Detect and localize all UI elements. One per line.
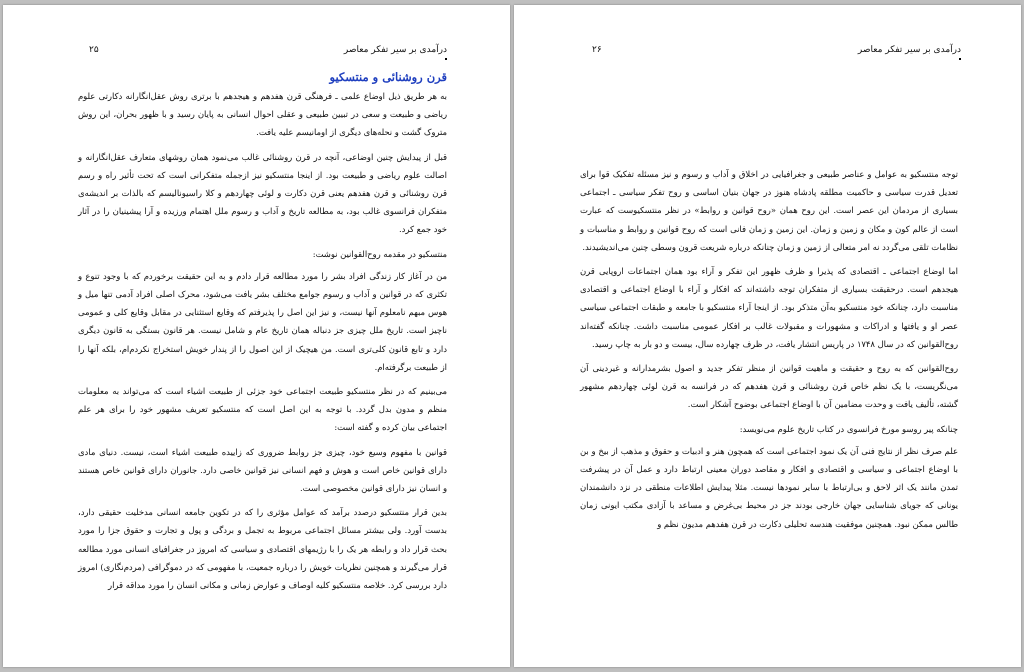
paragraph: توجه منتسکیو به عوامل و عناصر طبیعی و جغرافیایی در اخلاق و آداب و رسوم و نیز مسئله تفکیک قوا برای تعدیل قدرت سیاسی و حاکمیت مطلقه پادشاه هنوز در جهان بنیان اساسی و روح تفکر سیاسی ـ اجتماعی بسیاری از مردمان این عصر است. این روح همان «روح قوانین و روابط» در نظر منتسکیوست که عبارت است از عالم کون و مکان و زمین و زمان. این زمین و زمان فانی است که روح قوانین و روابط و مناسبات و نظامات تلقی می‌گردد نه امر متعالی از زمین و زمان چنانکه درباره شریعت قرون وسطی چنین می‌اندیشیدند. [580, 169, 958, 252]
page-number: ۲۵ [89, 45, 99, 55]
page-header [592, 45, 961, 59]
header-dot [445, 58, 447, 60]
paragraph: روح‌القوانین که به روح و حقیقت و ماهیت قوانین از منظر تفکر جدید و اصول بشرمدارانه و غیردینی آن می‌نگریست، با یک نظم خاص قرن روشنائی و قرن هفدهم که در فرانسه به قرن لوئی چهاردهم مشهور گشته، تألیف یافت و وحدت مضامین آن با اوضاع اجتماعی بوضوح آشکار است. [580, 363, 958, 410]
paragraph: بدین قرار منتسکیو درصدد برآمد که عوامل مؤثری را که در تکوین جامعه انسانی مدخلیت حقیقی دارد، بدست آورد. ولی بیشتر مسائل اجتماعی مربوط به تجمل و بردگی و پول و تجارت و حقوق جزا را مورد بحث قرار داد و رابطه هر یک را با رژیمهای اقتصادی و سیاسی که امروز در جغرافیای انسانی مورد مطالعه قرار می‌گیرند و همچنین نظریات خویش را درباره جمعیت، با مفهومی که در دموگرافی (مردم‌نگاری) امروز دارد بررسی کرد. خلاصه منتسکیو کلیه اوصاف و عوارض زمانی و مکانی انسان را مورد مداقه قرار [78, 507, 447, 591]
running-title: درآمدی بر سیر تفکر معاصر [343, 45, 447, 55]
page-body [580, 165, 958, 539]
header-dot [959, 58, 961, 60]
quote-paragraph: قوانین با مفهوم وسیع خود، چیزی جز روابط ضروری که زاییده طبیعت اشیاء است، نیست. دنیای مادی دارای قوانین خاص است و هوش و فهم انسانی نیز قوانین خاصی دارد. جانوران دارای قوانین خاص هستند و انسان نیز دارای قوانین مخصوصی است. [78, 446, 447, 494]
paragraph: می‌بینیم که در نظر منتسکیو طبیعت اجتماعی خود جزئی از طبیعت اشیاء است که می‌تواند به معلومات منظم و مدون بدل گردد. با توجه به این اصل است که منتسکیو تعریف مشهور خود را برای هر علم اجتماعی بیان کرده و گفته است: [78, 386, 447, 433]
section-heading: قرن روشنائی و منتسکیو [329, 70, 447, 84]
paragraph: قبل از پیدایش چنین اوضاعی، آنچه در قرن روشنائی غالب می‌نمود همان روشهای متعارف عقل‌انگارانه و اصالت علوم ریاضی و طبیعت بود. از اینجا منتسکیو نیز ازجمله متفکرانی است که تحت تأثیر راه و رسم قرن روشنائی و قرن هفدهم یعنی قرن دکارت و لوئی چهاردهم و کلا راسیونالیسم که بالذات بر اندیشه‌ی متفکران فرانسوی غالب بود، به مطالعه تاریخ و آداب و رسوم ملل اهتمام ورزیده و آرا پیشینیان را در آثار خود جمع کرد. [78, 151, 447, 235]
right-page [514, 5, 1021, 667]
page-header [89, 45, 447, 59]
page-number: ۲۶ [592, 45, 602, 55]
quote-paragraph: علم صرف نظر از نتایج فنی آن یک نمود اجتماعی است که همچون هنر و ادبیات و حقوق و مذهب از بیخ و بن با اوضاع اجتماعی و سیاسی و اقتصادی و افکار و مقاصد دوران معینی ارتباط دارد و عمل آن در پیشرفت تمدن مانند یک اثر لاحق و بی‌ارتباط با سایر نمودها نیست. مثلا پیدایش اطلاعات منطقی در نزد دانشمندان یونانی که جویای شناسایی جهان خارجی بودند جز در محیط بی‌غرض و مساعد با آزادی مکتب ایونی زمان طالس ممکن نبود. همچنین موفقیت هندسه تحلیلی دکارت در قرن هفدهم مدیون نظم و [580, 445, 958, 529]
paragraph: منتسکیو در مقدمه روح‌القوانین نوشت: [312, 248, 447, 259]
paragraph: چنانکه پیر روسو مورخ فرانسوی در کتاب تاریخ علوم می‌نویسد: [739, 423, 958, 434]
paragraph: اما اوضاع اجتماعی ـ اقتصادی که پذیرا و ظرف ظهور این تفکر و آراء بود همان اجتماعات اروپایی قرن هیجدهم است. درحقیقت بسیاری از متفکران توجه داشته‌اند که افکار و آراء با اوضاع اجتماعی و اقتصادی مناسبت دارد، چنانکه خود منتسکیو به‌آن متذکر بود. از اینجا آراء منتسکیو با جامعه و طبقات اجتماعی سیاسی عصر او و یافتها و ادراکات و مشهورات و مقبولات غالب بر افکار عمومی مناسبت داشت. چنانکه گفته‌اند روح‌القوانین که در سال ۱۷۴۸ در پاریس انتشار یافت، در ظرف چهارده سال، بیست و دو بار به چاپ رسید. [580, 266, 958, 349]
left-page [3, 5, 510, 667]
quote-paragraph: من در آغاز کار زندگی افراد بشر را مورد مطالعه قرار دادم و به این حقیقت برخوردم که با وجود تنوع و تکثری که در قوانین و آداب و رسوم جوامع مختلف بشر یافت می‌شود، محرک اصلی افراد آدمی تنها میل و هوس مبهم نامعلوم آنها نیست، و نیز این اصل را پذیرفتم که وقایع استثنایی در مقابل وقایع کلی و عمومی ناچیز است. تاریخ ملل چیزی جز دنباله همان تاریخ عام و شامل نیست. هر قانون بستگی به قانون دیگری دارد و تابع قانون کلی‌تری است. من هیچیک از این اصول را از پندار خویش استخراج نکردم‌ام، بلکه آنها را از طبیعت برگرفته‌ام. [78, 270, 447, 372]
running-title: درآمدی بر سیر تفکر معاصر [857, 45, 961, 55]
page-body [78, 67, 447, 600]
paragraph: به هر طریق ذیل اوضاع علمی ـ فرهنگی قرن هفدهم و هیجدهم با برتری روش عقل‌انگارانه دکارتی علوم ریاضی و طبیعت و سعی در تبیین طبیعی و عقلی احوال انسانی به پایان رسید و با ظهور بحران، این روش متروک گشت و نحله‌های دیگری از اومانیسم علیه یافت. [78, 91, 447, 138]
